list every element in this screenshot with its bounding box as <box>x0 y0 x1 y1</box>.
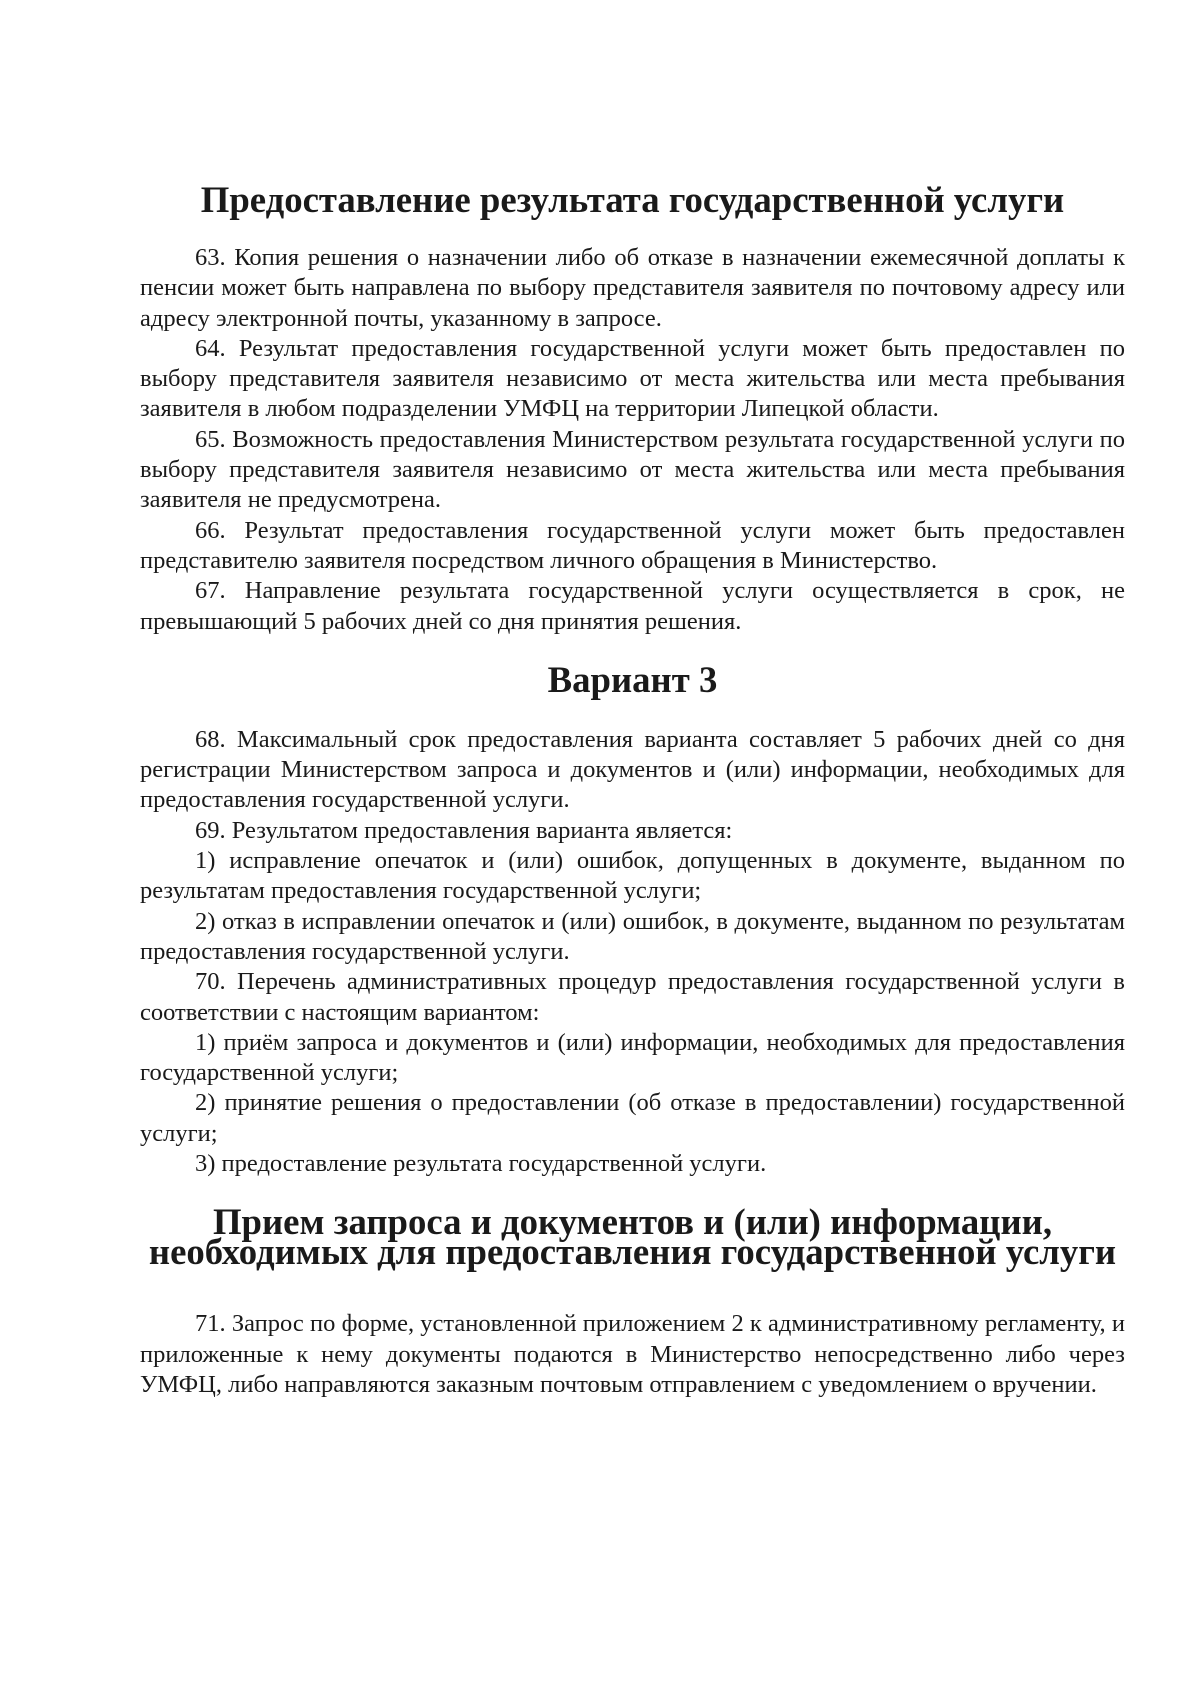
paragraph-69: 69. Результатом предоставления варианта является: <box>195 816 733 844</box>
paragraph-68: 68. Максимальный срок предоставления варианта составляет 5 рабочих дней со дня регистрации Министерством запроса и документов и (или) информации, необходимых для предоставления государственной услуги. <box>140 725 1125 814</box>
section-heading-variant-3 <box>140 658 1125 700</box>
section-heading-request-intake <box>140 1201 1125 1273</box>
heading-line: необходимых для предоставления государственной услуги <box>148 1231 1117 1273</box>
heading-line: Предоставление результата государственной услуги <box>200 179 1065 220</box>
list-item-70-3: 3) предоставление результата государственной услуги. <box>195 1150 767 1178</box>
paragraph-67: 67. Направление результата государственной услуги осуществляется в срок, не превышающий 5 рабочих дней со дня принятия решения. <box>140 577 1125 635</box>
list-item-69-2: 2) отказ в исправлении опечаток и (или) ошибок, в документе, выданном по результатам предоставления государственной услуги. <box>140 907 1125 965</box>
paragraph-65: 65. Возможность предоставления Министерством результата государственной услуги по выбору представителя заявителя независимо от места жительства или места пребывания заявителя не предусмотрена. <box>140 425 1125 514</box>
paragraph-66: 66. Результат предоставления государственной услуги может быть предоставлен представителю заявителя посредством личного обращения в Министерство. <box>140 516 1125 574</box>
document-page <box>140 179 1125 1400</box>
heading-line: Прием запроса и документов и (или) информации, <box>212 1201 1053 1243</box>
heading-line: Вариант 3 <box>547 658 718 700</box>
section-heading-result <box>140 179 1125 220</box>
list-item-69-1: 1) исправление опечаток и (или) ошибок, допущенных в документе, выданном по результатам предоставления государственной услуги; <box>140 847 1125 905</box>
paragraph-70: 70. Перечень административных процедур предоставления государственной услуги в соответствии с настоящим вариантом: <box>140 968 1125 1026</box>
list-item-70-1: 1) приём запроса и документов и (или) информации, необходимых для предоставления государственной услуги; <box>140 1028 1125 1087</box>
paragraph-71: 71. Запрос по форме, установленной приложением 2 к административному регламенту, и приложенные к нему документы подаются в Министерство непосредственно либо через УМФЦ, либо направляются заказным почтовым отправлением с уведомлением о вручении. <box>140 1310 1125 1398</box>
paragraph-64: 64. Результат предоставления государственной услуги может быть предоставлен по выбору представителя заявителя независимо от места жительства или места пребывания заявителя в любом подразделении УМФЦ на территории Липецкой области. <box>140 334 1125 423</box>
list-item-70-2: 2) принятие решения о предоставлении (об отказе в предоставлении) государственной услуги; <box>140 1089 1125 1147</box>
paragraph-63: 63. Копия решения о назначении либо об отказе в назначении ежемесячной доплаты к пенсии может быть направлена по выбору представителя заявителя по почтовому адресу или адресу электронной почты, указанному в запросе. <box>140 244 1125 332</box>
